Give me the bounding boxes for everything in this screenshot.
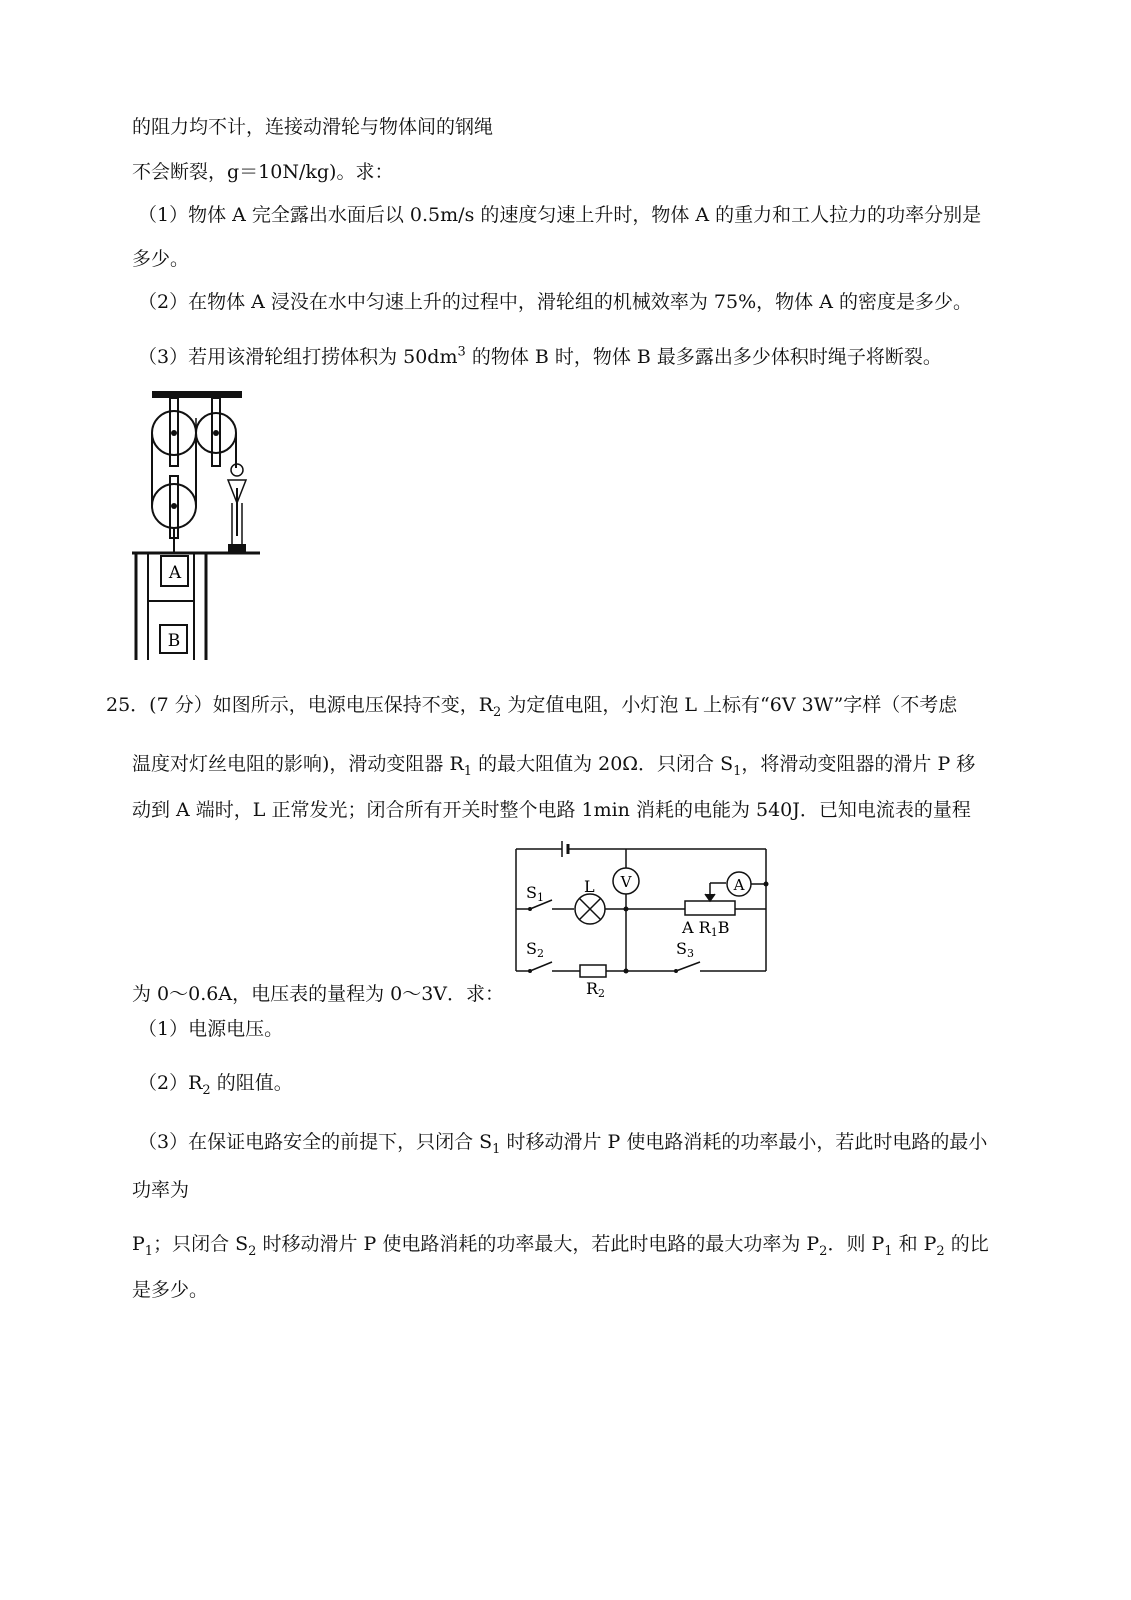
- resistor-r2-label: R2: [586, 979, 606, 1000]
- switch-s2-label: S2: [526, 939, 544, 960]
- pulley-figure: [128, 388, 268, 663]
- q24-subquestion-1-cont: 多少。: [132, 248, 190, 270]
- q25-subquestion-2: $(2)R_2$ 的阻值。: [138, 1072, 293, 1098]
- circuit-diagram: [510, 838, 775, 1003]
- q25-subquestion-3-cont2: $P_1$；只闭合 $S_2$ 时移动滑片 P 使电路消耗的功率最大，若此时电路的最大功率为 $P_2$．则 $P_1$ 和 $P_2$ 的比: [132, 1233, 989, 1259]
- lamp-label: L: [584, 877, 595, 896]
- ammeter-label: A: [733, 876, 745, 894]
- q25-subquestion-3-cont1: 功率为: [132, 1179, 190, 1201]
- q25-subquestion-1: （1）电源电压。: [138, 1018, 284, 1040]
- q25-subquestion-3: （3）在保证电路安全的前提下，只闭合 $S_1$ 时移动滑片 P 使电路消耗的功率最小，若此时电路的最小: [138, 1131, 988, 1157]
- q24-subquestion-2: （2）在物体 A 浸没在水中匀速上升的过程中，滑轮组的机械效率为 75%，物体 A 的密度是多少。: [138, 291, 972, 313]
- q25-subquestion-3-cont3: 是多少。: [132, 1279, 209, 1301]
- q25-text-line2: 温度对灯丝电阻的影响)，滑动变阻器 $R_1$ 的最大阻值为 20Ω．只闭合 $S_1$，将滑动变阻器的滑片 P 移: [132, 753, 976, 779]
- rheostat-label: A R1B: [682, 918, 730, 939]
- q24-text-line2: 不会断裂，g＝10N/kg)。求：: [132, 161, 394, 183]
- switch-s1-label: S1: [526, 883, 544, 904]
- voltmeter-label: V: [620, 873, 632, 891]
- block-a-label: A: [168, 563, 182, 583]
- q24-subquestion-1: （1）物体 A 完全露出水面后以 0.5m/s 的速度匀速上升时，物体 A 的重力和工人拉力的功率分别是: [138, 204, 982, 226]
- q25-text-line1: 25．(7 分）如图所示，电源电压保持不变，$R_2$ 为定值电阻，小灯泡 L 上标有“6V 3W”字样（不考虑: [106, 694, 958, 720]
- q25-text-line3: 动到 A 端时，L 正常发光；闭合所有开关时整个电路 1min 消耗的电能为 540J．已知电流表的量程: [132, 799, 971, 821]
- q24-subquestion-3: （3）若用该滑轮组打捞体积为 $50dm^3$ 的物体 B 时，物体 B 最多露出多少体积时绳子将断裂。: [138, 344, 942, 368]
- switch-s3-label: S3: [676, 939, 694, 960]
- q24-text-line1: 的阻力均不计，连接动滑轮与物体间的钢绳: [132, 116, 494, 138]
- q25-text-line4: 为 0～0.6A，电压表的量程为 0～3V．求：: [132, 983, 505, 1005]
- block-b-label: B: [167, 631, 181, 651]
